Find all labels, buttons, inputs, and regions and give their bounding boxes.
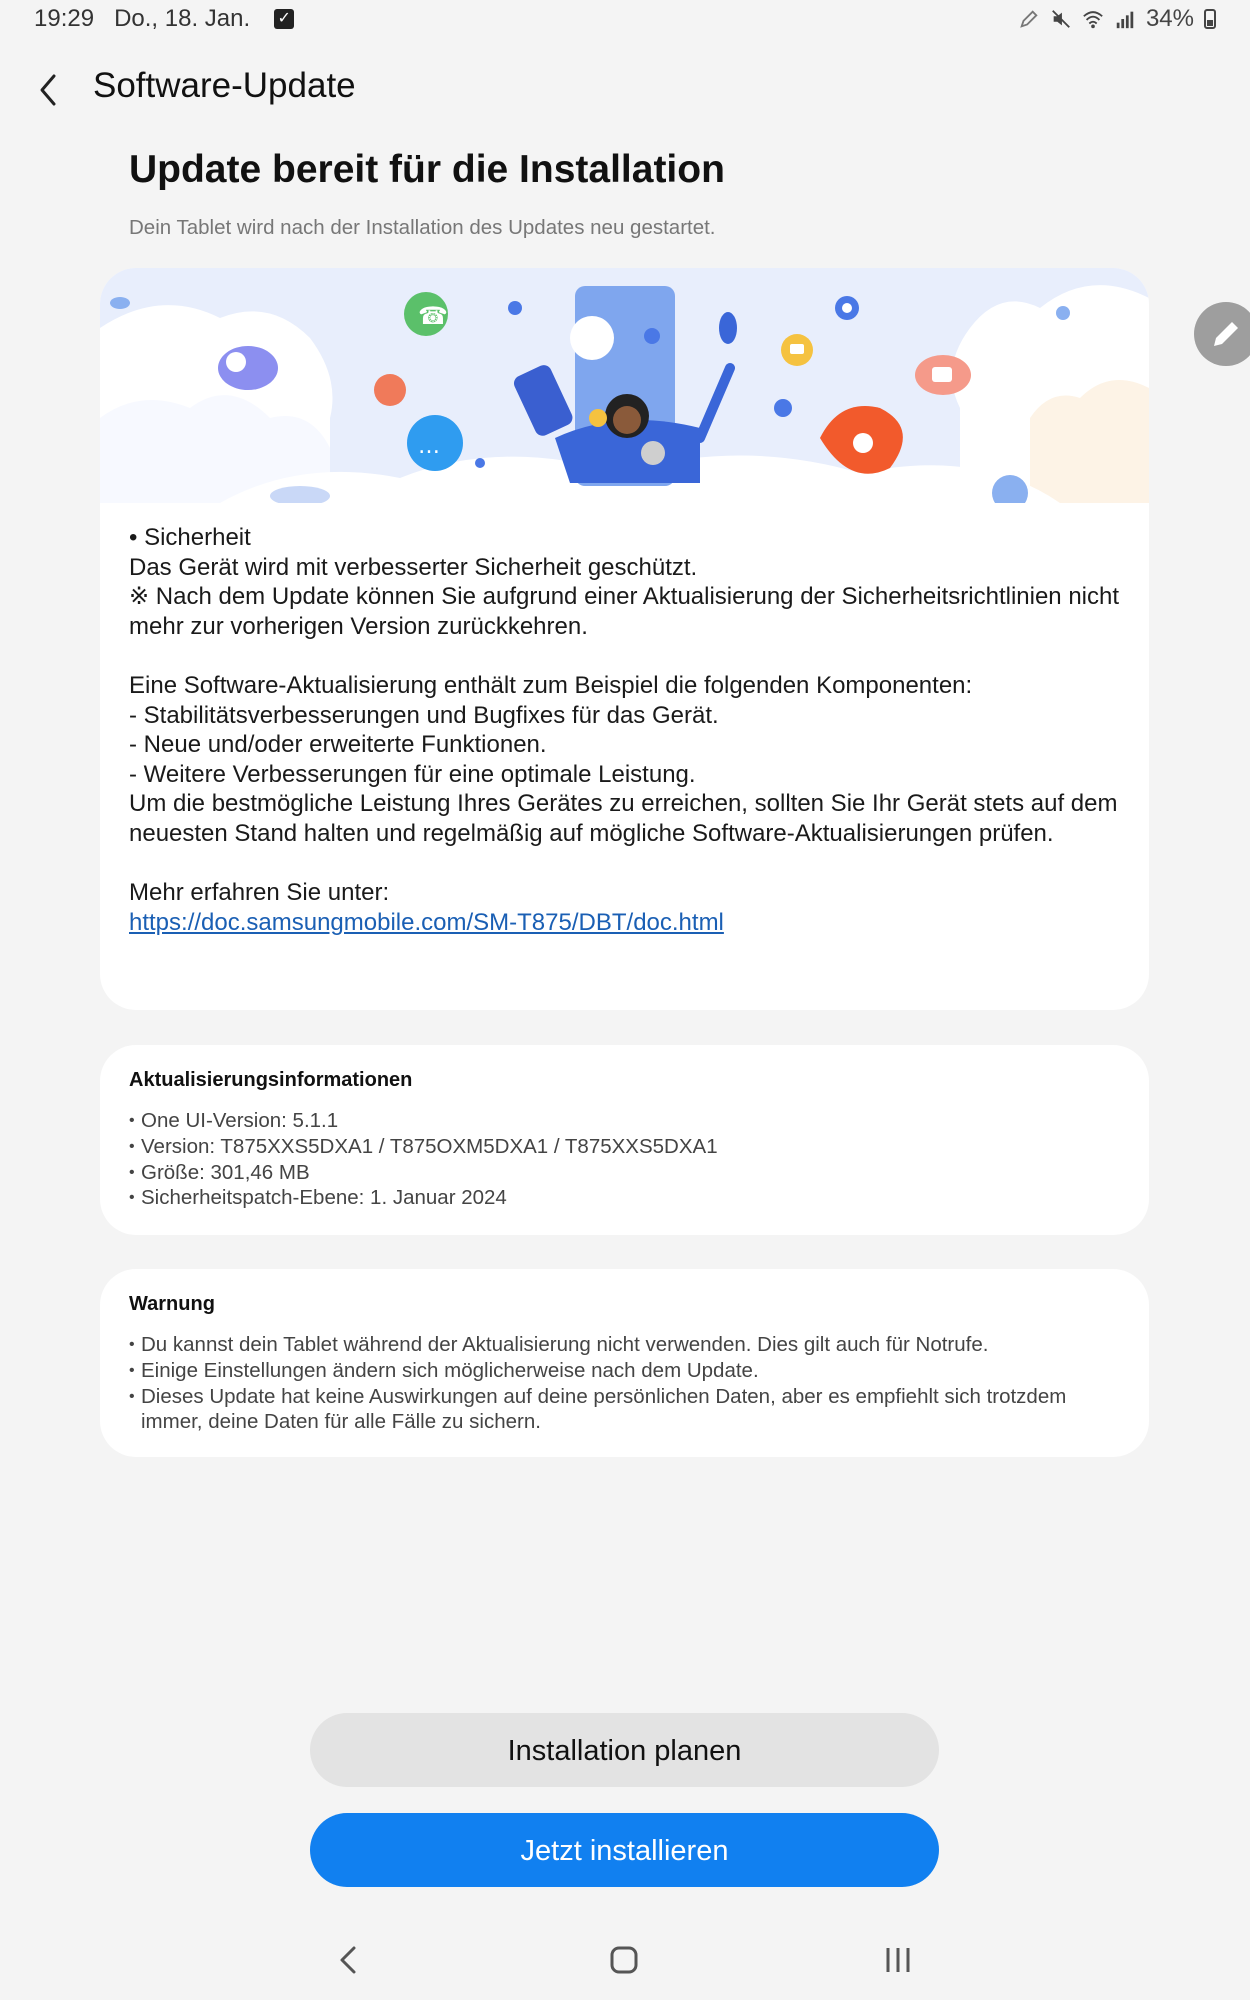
learn-more-label: Mehr erfahren Sie unter: xyxy=(129,879,390,907)
security-note: ※ Nach dem Update können Sie aufgrund einer Aktualisierung der Sicherheitsrichtlinien nicht mehr zur vorherigen Version zurückkehren. xyxy=(129,583,1120,640)
warning-card xyxy=(100,1269,1149,1457)
edit-button[interactable] xyxy=(1194,302,1250,366)
navigation-bar xyxy=(0,1930,1250,1990)
security-text: Das Gerät wird mit verbesserter Sicherheit geschützt. xyxy=(129,553,698,581)
warning-item: • Du kannst dein Tablet während der Aktualisierung nicht verwenden. Dies gilt auch für Notrufe. xyxy=(129,1332,1129,1358)
pencil-icon xyxy=(1194,302,1250,366)
check-icon: ✓ xyxy=(274,9,294,29)
warning-list xyxy=(129,1332,1129,1435)
nav-recents-icon[interactable] xyxy=(880,1942,916,1978)
schedule-installation-button[interactable]: Installation planen xyxy=(310,1713,939,1787)
page-title: Update bereit für die Installation xyxy=(129,148,725,191)
update-illustration xyxy=(100,268,1149,503)
info-item-version: • Version: T875XXS5DXA1 / T875OXM5DXA1 / T875XXS5DXA1 xyxy=(129,1134,1129,1160)
status-time: 19:29 xyxy=(34,5,95,32)
warning-item: • Einige Einstellungen ändern sich möglicherweise nach dem Update. xyxy=(129,1358,1129,1384)
svg-text:…: … xyxy=(418,434,440,459)
warning-title: Warnung xyxy=(129,1293,215,1315)
nav-back-icon[interactable] xyxy=(332,1940,364,1980)
back-icon[interactable] xyxy=(28,68,72,112)
app-bar xyxy=(0,60,1250,120)
nav-home-icon[interactable] xyxy=(606,1942,642,1978)
learn-more-link[interactable]: https://doc.samsungmobile.com/SM-T875/DBT/doc.html xyxy=(129,908,724,936)
status-bar xyxy=(0,0,1250,44)
info-item-security-patch: • Sicherheitspatch-Ebene: 1. Januar 2024 xyxy=(129,1185,1129,1211)
install-now-button[interactable]: Jetzt installieren xyxy=(310,1813,939,1887)
update-notes xyxy=(129,523,1129,937)
component-item: - Stabilitätsverbesserungen und Bugfixes für das Gerät. xyxy=(129,701,719,729)
status-date: Do., 18. Jan. xyxy=(114,5,251,32)
update-info-list xyxy=(129,1108,1129,1211)
recommendation-text: Um die bestmögliche Leistung Ihres Gerätes zu erreichen, sollten Sie Ihr Gerät stets auf dem neuesten Stand halten und regelmäßig auf mögliche Software-Aktualisierungen prüfen. xyxy=(129,790,1118,847)
wifi-icon xyxy=(1082,8,1104,30)
info-item-size: • Größe: 301,46 MB xyxy=(129,1160,1129,1186)
mute-icon xyxy=(1050,8,1072,30)
app-title: Software-Update xyxy=(93,66,356,105)
page-subtitle: Dein Tablet wird nach der Installation des Updates neu gestartet. xyxy=(129,216,716,239)
svg-text:☎: ☎ xyxy=(418,302,448,330)
info-item-ui-version: • One UI-Version: 5.1.1 xyxy=(129,1108,1129,1134)
pen-icon xyxy=(1018,8,1040,30)
update-info-card xyxy=(100,1045,1149,1235)
component-item: - Neue und/oder erweiterte Funktionen. xyxy=(129,731,547,759)
components-intro: Eine Software-Aktualisierung enthält zum Beispiel die folgenden Komponenten: xyxy=(129,671,973,699)
update-details-card xyxy=(100,268,1149,1010)
signal-icon xyxy=(1114,8,1136,30)
battery-percent: 34% xyxy=(1145,5,1194,32)
warning-item: • Dieses Update hat keine Auswirkungen auf deine persönlichen Daten, aber es empfiehlt sich trotzdem immer, deine Daten für alle Fälle zu sichern. xyxy=(129,1384,1129,1436)
update-info-title: Aktualisierungsinformationen xyxy=(129,1069,413,1091)
battery-icon xyxy=(1204,9,1216,29)
security-heading: • Sicherheit xyxy=(129,524,251,551)
component-item: - Weitere Verbesserungen für eine optimale Leistung. xyxy=(129,760,696,788)
